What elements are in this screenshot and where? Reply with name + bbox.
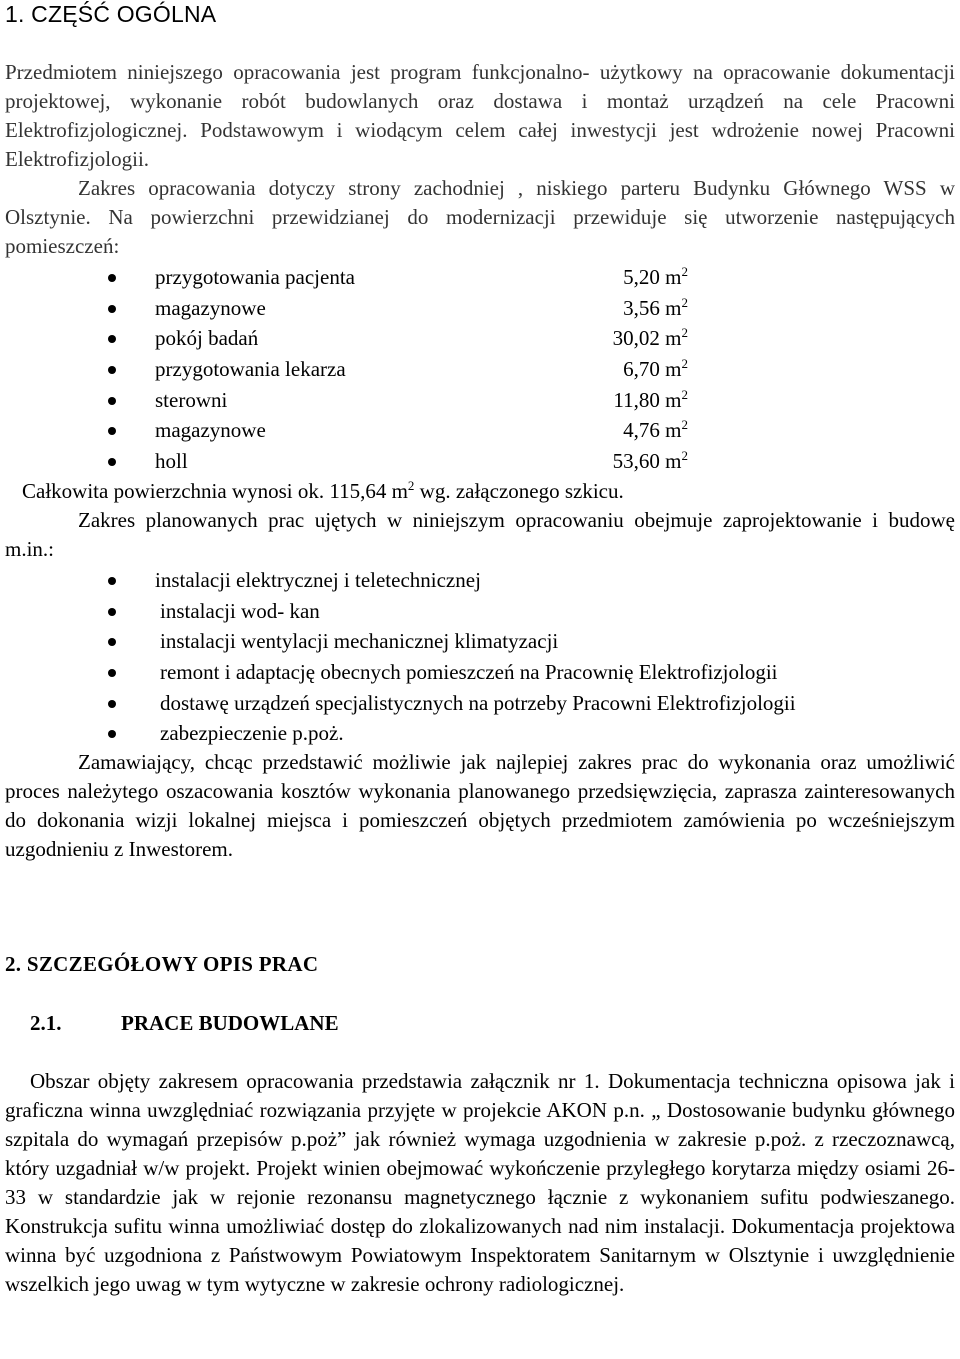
area-unit-exponent: 2	[681, 448, 688, 464]
area-unit: m	[665, 449, 682, 474]
room-area	[525, 415, 688, 446]
works-list-item	[5, 718, 955, 749]
works-list	[5, 565, 955, 749]
area-unit-exponent: 2	[681, 417, 688, 433]
subsection-2-1-heading	[30, 1011, 339, 1036]
room-list-item	[5, 262, 955, 293]
room-area	[525, 354, 688, 385]
bullet-icon	[108, 669, 116, 677]
scope-paragraph: Zakres opracowania dotyczy strony zachodniej , niskiego parteru Budynku Głównego WSS w Olsztynie. Na powierzchni przewidzianej do modernizacji przewiduje się utworzenie następujących pomieszczeń:	[5, 176, 955, 258]
room-area	[525, 323, 688, 354]
room-area-value: 11,80	[613, 387, 660, 412]
bullet-icon	[108, 397, 116, 405]
room-area-value: 53,60	[612, 449, 660, 474]
room-name: holl	[155, 449, 188, 474]
room-area	[525, 446, 688, 477]
room-list-item	[5, 385, 955, 416]
work-item-text: instalacji wod- kan	[160, 598, 320, 623]
work-item-text: dostawę urządzeń specjalistycznych na potrzeby Pracowni Elektrofizjologii	[160, 690, 796, 715]
bullet-icon	[108, 730, 116, 738]
area-unit-exponent: 2	[681, 325, 688, 341]
works-list-item	[5, 596, 955, 627]
room-name: pokój badań	[155, 326, 259, 351]
room-area-value: 3,56	[623, 295, 660, 320]
bullet-icon	[108, 700, 116, 708]
bullet-icon	[108, 274, 116, 282]
section-2-heading: 2. SZCZEGÓŁOWY OPIS PRAC	[5, 952, 319, 976]
room-list-item	[5, 415, 955, 446]
room-list-item	[5, 323, 955, 354]
room-area-value: 30,02	[612, 326, 660, 351]
subsection-title: PRACE BUDOWLANE	[121, 1011, 339, 1035]
section-1-intro-paragraph: Przedmiotem niniejszego opracowania jest program funkcjonalno- użytkowy na opracowanie dokumentacji projektowej, wykonanie robót budowlanych oraz dostawa i montaż urządzeń na cele Pracowni Elektrofizjologicznej. Podstawowym i wiodącym celem całej inwestycji jest wdrożenie nowej Pracowni Elektrofizjologii.	[5, 60, 955, 171]
room-area-value: 6,70	[623, 357, 660, 382]
area-unit-exponent: 2	[681, 386, 688, 402]
total-area-line	[22, 477, 955, 506]
works-list-item	[5, 565, 955, 596]
works-scope-paragraph: Zakres planowanych prac ujętych w niniejszym opracowaniu obejmuje zaprojektowanie i budowę m.in.:	[5, 508, 955, 561]
work-item-text: zabezpieczenie p.poż.	[160, 721, 344, 746]
room-area	[525, 385, 688, 416]
works-list-item	[5, 688, 955, 719]
room-area	[525, 262, 688, 293]
bullet-icon	[108, 335, 116, 343]
area-unit: m	[665, 265, 682, 289]
room-name: magazynowe	[155, 295, 266, 320]
construction-works-paragraph: Obszar objęty zakresem opracowania przedstawia załącznik nr 1. Dokumentacja techniczna opisowa jak i graficzna winna uwzględniać rozwiązania przyjęte w projekcie AKON p.n. „ Dostosowanie budynku głównego szpitala do wymagań przepisów p.poż” jak również wymaga uzgodnienia w zakresie p.poż. z rzeczoznawcą, który uzgadniał w/w projekt. Projekt winien obejmować wykończenie przyległego korytarza między osiami 26-33 w standardzie jak w rejonie rezonansu magnetycznego łącznie z wykonaniem sufitu podwieszanego. Konstrukcja sufitu winna umożliwiać dostęp do zlokalizowanych nad nim instalacji. Dokumentacja projektowa winna być uzgodniona z Państwowym Powiatowym Inspektoratem Sanitarnym w Olsztynie i uwzględnienie wszelkich jego uwag w tym wytyczne w zakresie ochrony radiologicznej.	[5, 1069, 955, 1296]
room-name: sterowni	[155, 387, 228, 412]
total-area-unit-exponent: 2	[407, 478, 415, 493]
work-item-text: instalacji elektrycznej i teletechnicznej	[155, 568, 481, 592]
bullet-icon	[108, 305, 116, 313]
subsection-number: 2.1.	[30, 1011, 62, 1035]
room-name: przygotowania pacjenta	[155, 265, 355, 289]
area-unit: m	[665, 387, 682, 412]
area-unit-exponent: 2	[681, 356, 688, 372]
total-area-text: Całkowita powierzchnia wynosi ok. 115,64 m	[22, 479, 408, 503]
area-unit: m	[665, 326, 682, 351]
bullet-icon	[108, 366, 116, 374]
room-list-item	[5, 446, 955, 477]
work-item-text: remont i adaptację obecnych pomieszczeń na Pracownię Elektrofizjologii	[160, 660, 778, 685]
bullet-icon	[108, 608, 116, 616]
area-unit: m	[665, 418, 682, 443]
works-list-item	[5, 657, 955, 688]
area-unit-exponent: 2	[681, 294, 688, 310]
room-list-item	[5, 293, 955, 324]
room-name: magazynowe	[155, 418, 266, 443]
work-item-text: instalacji wentylacji mechanicznej klimatyzacji	[160, 629, 559, 654]
investor-paragraph: Zamawiający, chcąc przedstawić możliwie jak najlepiej zakres prac do wykonania oraz umożliwić proces należytego oszacowania kosztów wykonania planowanego przedsięwzięcia, zaprasza zainteresowanych do dokonania wizji lokalnej miejsca i pomieszczeń objętych przedmiotem zamówienia po wcześniejszym uzgodnieniu z Inwestorem.	[5, 750, 955, 861]
bullet-icon	[108, 427, 116, 435]
room-list-item	[5, 354, 955, 385]
room-area-value: 4,76	[623, 418, 660, 443]
room-area	[525, 293, 688, 324]
section-1-heading: 1. CZĘŚĆ OGÓLNA	[5, 1, 217, 27]
room-name: przygotowania lekarza	[155, 357, 346, 382]
area-unit: m	[665, 295, 682, 320]
bullet-icon	[108, 458, 116, 466]
room-area-value: 5,20	[623, 265, 660, 289]
area-unit: m	[665, 357, 682, 382]
area-unit-exponent: 2	[681, 264, 688, 279]
rooms-list	[5, 262, 955, 477]
bullet-icon	[108, 638, 116, 646]
works-list-item	[5, 626, 955, 657]
total-area-suffix: wg. załączonego szkicu.	[414, 479, 624, 503]
bullet-icon	[108, 577, 116, 585]
